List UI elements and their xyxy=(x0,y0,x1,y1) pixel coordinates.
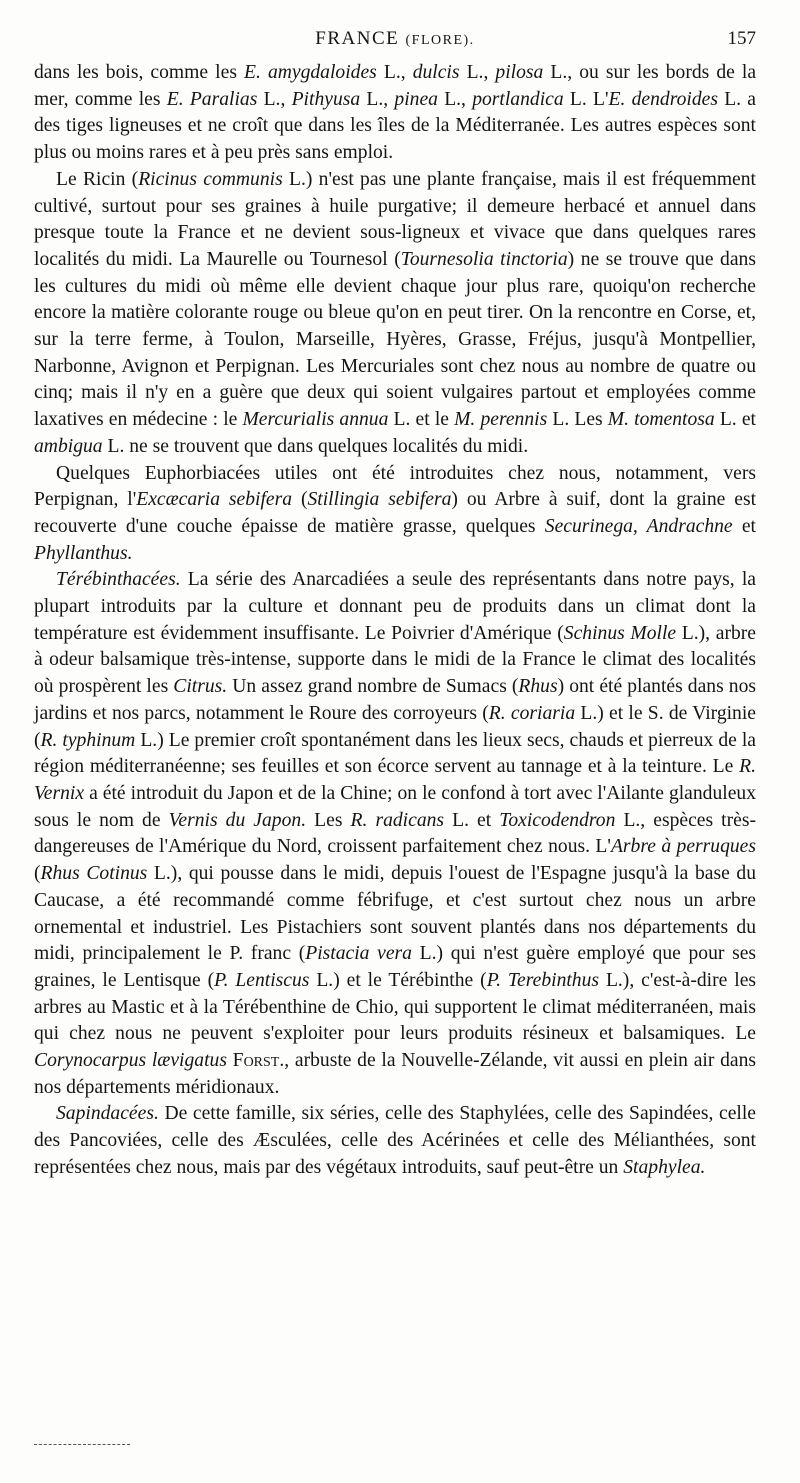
italic-text: R. Vernix xyxy=(34,756,756,804)
italic-text: Arbre à perruques xyxy=(610,836,756,858)
text-run: Quelques Euphorbiacées utiles ont été introduites chez nous, notamment, vers Perpignan, l' xyxy=(34,462,756,511)
running-title xyxy=(34,28,756,50)
italic-text: Excæcaria sebifera xyxy=(136,489,293,511)
italic-text: P. Terebinthus xyxy=(486,969,600,991)
italic-text: E. Paralias xyxy=(166,88,258,110)
running-title-main: FRANCE xyxy=(315,28,400,49)
text-run: ) ont été plantés dans nos jardins et nos parcs, notamment le Roure des corroyeurs ( xyxy=(34,676,756,724)
italic-text: Staphylea. xyxy=(623,1156,706,1178)
text-run: , arbuste de la Nouvelle-Zélande, vit aussi en plein air dans nos départements méridionaux. xyxy=(34,1050,756,1098)
italic-text: portlandica xyxy=(472,88,564,110)
text-run: ) ne se trouve que dans les cultures du midi où même elle devient chaque jour plus rare, quoiqu'on recherche encore la matière colorante rouge ou bleue qu'on en peut tirer. On la rencontre en Corse, et, sur la terre ferme, à Toulon, Marseille, Hyères, Grasse, Fréjus, jusqu'à Montpellier, Narbonne, Avignon et Perpignan. Les Mercuriales sont chez nous au nombre de quatre ou cinq; mais il n'y en a guère que deux qui soient vulgaires partout et employées comme laxatives en médecine : le xyxy=(34,248,756,431)
text-run: L.) Le premier croît spontanément dans les lieux secs, chauds et pierreux de la région méditerranéenne; ses feuilles et son écorce servent au tannage et à la teinture. Le xyxy=(34,729,756,778)
text-run: L.) et le Térébinthe ( xyxy=(309,969,487,991)
text-run: L. ne se trouvent que dans quelques localités du midi. xyxy=(102,435,529,457)
italic-text: E. dendroides xyxy=(608,88,718,110)
text-run: L., xyxy=(459,62,496,83)
italic-text: E. amygdaloides xyxy=(244,62,377,83)
body-text xyxy=(34,60,756,1182)
italic-text: Vernis du Japon. xyxy=(168,809,307,831)
text-run: L., espèces très-dangereuses de l'Amérique du Nord, croissent parfaitement chez nous. L' xyxy=(34,809,756,858)
text-run: L.) n'est pas une plante française, mais il est fréquemment cultivé, surtout pour ses graines à huile purgative; il demeure herbacé et annuel dans presque toute la France et ne devient sous-ligneux et vivace que dans quelques rares localités du midi. La Maurelle ou Tournesol ( xyxy=(34,168,756,270)
italic-text: M. perennis xyxy=(454,409,548,431)
italic-text: Corynocarpus lævigatus xyxy=(34,1050,227,1072)
footer-dashed-rule xyxy=(34,1444,130,1445)
text-run: L.) qui n'est guère employé que pour ses graines, le Lentisque ( xyxy=(34,943,757,991)
italic-text: Schinus Molle xyxy=(563,622,677,644)
italic-text: Citrus. xyxy=(173,676,228,698)
italic-text: P. Lentiscus xyxy=(214,969,310,991)
italic-text: R. radicans xyxy=(350,809,445,831)
text-run: ) ou Arbre à suif, dont la graine est recouverte d'une couche épaisse de matière grasse, quelques xyxy=(34,489,757,537)
text-run: L.) et le S. de Virginie ( xyxy=(34,702,756,751)
italic-text: Pistacia vera xyxy=(305,943,412,965)
paragraph xyxy=(34,567,756,1101)
paragraph xyxy=(34,60,756,167)
text-run: L.), arbre à odeur balsamique très-intense, supporte dans le midi de la France le climat des localités où prospèrent les xyxy=(34,622,756,698)
italic-text: Sapindacées. xyxy=(56,1103,159,1125)
paragraph xyxy=(34,1101,756,1181)
italic-text: Toxicodendron xyxy=(499,809,616,831)
text-run: L. a des tiges ligneuses et ne croît que dans les îles de la Méditerranée. Les autres espèces sont plus ou moins rares et à peu près sans emploi. xyxy=(34,88,756,164)
text-run: Le Ricin ( xyxy=(56,168,139,190)
text-run: L., ou sur les bords de la mer, comme les xyxy=(34,62,757,110)
text-run: La série des Anarcadiées a seule des représentants dans notre pays, la plupart introduits par la culture et donnant peu de produits dans un climat dont la température est évidemment insuffisante. Le Poivrier d'Amérique ( xyxy=(34,569,756,644)
text-run: L. Les xyxy=(547,409,608,431)
italic-text: Rhus Cotinus xyxy=(40,863,148,885)
text-run: Les xyxy=(306,809,351,831)
italic-text: Securinega, Andrachne xyxy=(544,515,733,537)
text-run: De cette famille, six séries, celle des Staphylées, celle des Sapindées, celle des Pancoviées, celle des Æsculées, celle des Acérinées et celle des Mélianthées, sont représentées chez nous, mais par des végétaux introduits, sauf peut-être un xyxy=(34,1103,756,1178)
running-header xyxy=(34,28,756,58)
italic-text: Rhus xyxy=(518,676,558,698)
italic-text: dulcis xyxy=(412,62,460,83)
text-run: L., xyxy=(376,62,413,83)
italic-text: M. tomentosa xyxy=(607,409,715,431)
text-run: L. et xyxy=(444,809,500,831)
italic-text: Térébinthacées. xyxy=(56,569,181,591)
smallcaps-text: Forst. xyxy=(232,1050,285,1072)
paragraph xyxy=(34,167,756,461)
running-title-sub: (FLORE). xyxy=(405,33,475,48)
italic-text: Tournesolia tinctoria xyxy=(400,248,568,270)
text-run: dans les bois, comme les xyxy=(34,62,245,83)
text-run: L.), qui pousse dans le midi, depuis l'ouest de l'Espagne jusqu'à la base du Caucase, a été recommandé comme fébrifuge, et c'est surtout chez nous un arbre ornemental et industriel. Les Pistachiers sont souvent plantés dans nos départements du midi, principalement le P. franc ( xyxy=(34,863,756,965)
italic-text: pinea xyxy=(394,88,438,110)
text-run: L., xyxy=(360,88,395,110)
italic-text: Pithyusa xyxy=(291,88,361,110)
text-run: Un assez grand nombre de Sumacs ( xyxy=(227,676,519,698)
italic-text: pilosa xyxy=(495,62,544,83)
text-run: L. et le xyxy=(388,409,455,431)
text-run: L., xyxy=(437,88,473,110)
page-number: 157 xyxy=(727,28,756,49)
text-run: L.), c'est-à-dire les arbres au Mastic et à la Térébenthine de Chio, qui supportent le climat méditerranéen, mais qui chez nous ne peuvent s'exploiter pour leurs produits résineux et balsamiques. Le xyxy=(34,969,757,1045)
text-run: ( xyxy=(34,863,41,885)
italic-text: R. typhinum xyxy=(40,729,136,751)
italic-text: Phyllanthus. xyxy=(34,542,133,564)
italic-text: Ricinus communis xyxy=(138,168,283,190)
text-run: L. et xyxy=(714,409,756,431)
italic-text: Stillingia sebifera xyxy=(307,489,452,511)
text-run: a été introduit du Japon et de la Chine; on le confond à tort avec l'Ailante glanduleux sous le nom de xyxy=(34,782,756,831)
italic-text: ambigua xyxy=(34,435,103,457)
italic-text: Mercurialis annua xyxy=(242,409,389,431)
text-run: L. L' xyxy=(563,88,609,110)
italic-text: R. coriaria xyxy=(488,702,576,724)
text-run: L., xyxy=(257,88,292,110)
text-run: et xyxy=(732,515,756,537)
paragraph xyxy=(34,461,756,568)
text-run: ( xyxy=(292,489,308,511)
